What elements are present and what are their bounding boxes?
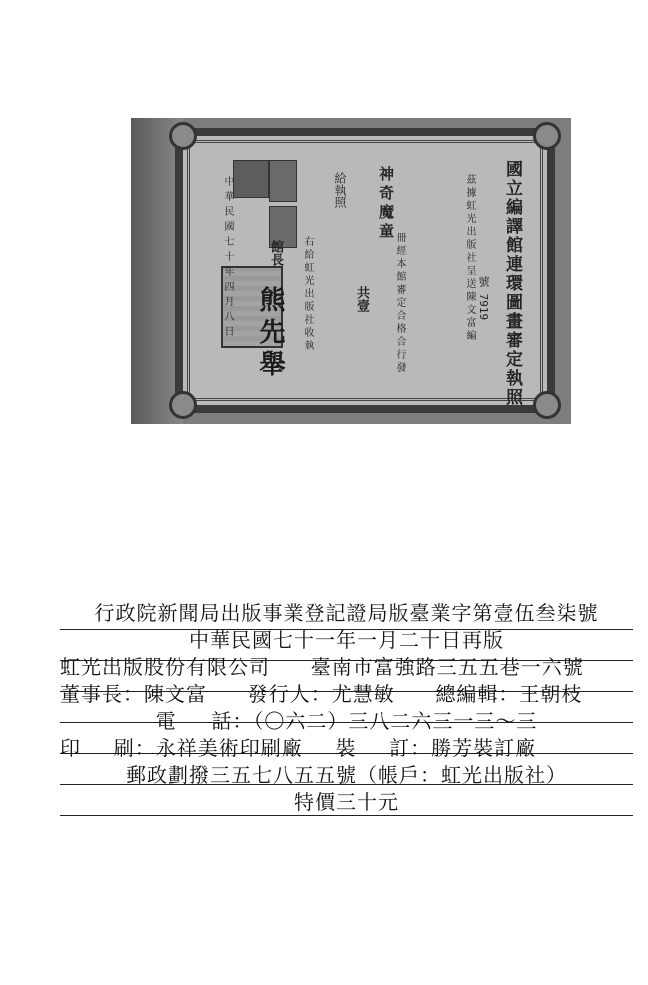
- certificate-date: 中華民國七十年四月八日: [222, 176, 233, 341]
- chairman: 董事長：陳文富: [60, 682, 207, 706]
- phone-number: 話：（〇六二）三八二六三一三～三: [211, 709, 538, 733]
- issuer: 發行人：尤慧敏: [247, 682, 395, 706]
- edition-line: [60, 627, 633, 654]
- corner-ornament: [533, 122, 561, 150]
- certificate-book-title: 神奇魔童: [377, 166, 395, 242]
- certificate-recipient: 右給虹光出版社收執: [302, 236, 313, 353]
- certificate-count: 共壹: [354, 286, 369, 312]
- binding-label: 裝: [335, 736, 357, 760]
- print-label: 印: [60, 736, 81, 760]
- revenue-stamp: [269, 160, 297, 202]
- registration-line: [60, 600, 633, 627]
- colophon: [60, 600, 633, 816]
- certificate-title: 國立編譯館連環圖畫審定執照: [502, 160, 522, 407]
- certificate: [175, 128, 555, 413]
- certificate-photo: [131, 118, 571, 424]
- edition-text: 中華民國七十一年一月二十日再版: [189, 628, 504, 652]
- price: 特價三十元: [294, 790, 399, 814]
- publisher-line: [60, 654, 633, 681]
- postal-line: [60, 762, 633, 789]
- certificate-body-text-2: 冊經本館審定合格合行發: [394, 232, 405, 375]
- phone-label: 電: [155, 709, 177, 733]
- binder-name: 訂：勝芳裝訂廠: [389, 736, 537, 760]
- publisher-name: 虹光出版股份有限公司: [60, 655, 270, 679]
- certificate-give: 給執照: [333, 172, 347, 208]
- staff-line: [60, 681, 633, 708]
- printer-name: 刷：永祥美術印刷廠: [113, 736, 303, 760]
- phone-line: [60, 708, 633, 735]
- printer-line: [60, 735, 633, 762]
- chief-editor: 總編輯：王朝枝: [435, 682, 583, 706]
- corner-ornament: [169, 122, 197, 150]
- certificate-signature: 熊先舉: [255, 286, 285, 382]
- certificate-body-text: 茲據虹光出版社呈送陳文富編: [464, 174, 475, 343]
- registration-text: 行政院新聞局出版事業登記證局版臺業字第壹伍叁柒號: [94, 601, 599, 625]
- publisher-address: 臺南市富強路三五五巷一六號: [310, 655, 584, 679]
- certificate-director-label: 館長: [268, 240, 283, 266]
- price-line: [60, 789, 633, 816]
- postal-account: 郵政劃撥三五七八五五號（帳戶：虹光出版社）: [126, 763, 567, 787]
- corner-ornament: [169, 391, 197, 419]
- certificate-number: 號 7919: [477, 276, 490, 321]
- revenue-stamp: [233, 160, 269, 198]
- corner-ornament: [533, 391, 561, 419]
